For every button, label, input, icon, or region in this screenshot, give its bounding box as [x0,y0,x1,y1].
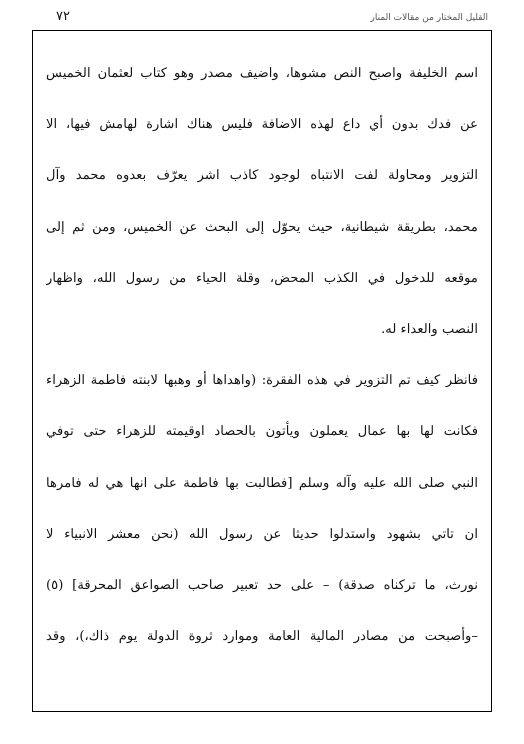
text-line-9: النبي صلى الله عليه وآله وسلم [فطالبت بها فاطمة على انها هي له فامرها [46,475,478,491]
text-line-2: عن فدك بدون أي داع لهذه الاضافة فليس هناك اشارة لهامش فيها، الا [46,117,478,133]
text-line-4: محمد، بطريقة شيطانية، حيث يحوّل إلى البحث عن الخميس، ومن ثم إلى [46,219,478,235]
text-line-11: نورث، ما تركناه صدقة) – على حد تعبير صاحب الصواعق المحرقة] (٥) [46,577,478,593]
text-line-10: ان تاتي بشهود واستدلوا حديثا عن رسول الله (نحن معشر الانبياء لا [46,526,478,542]
running-title: القليل المختار من مقالات المنار [370,13,488,23]
text-line-5: موقعه للدخول في الكذب المحض، وقلة الحياء من رسول الله، واظهار [46,270,478,286]
body-text [46,48,478,662]
text-line-6: النصب والعداء له. [381,321,478,337]
text-line-7: فانظر كيف تم التزوير في هذه الفقرة: (واهداها أو وهبها لابنته فاطمة الزهراء [46,373,478,389]
text-line-8: فكانت لها بها عمال يعملون ويأتون بالحصاد اوقيمته للزهراء حتى توفي [46,424,478,440]
page-number: ٧٢ [56,9,70,24]
text-line-12: –وأصبحت من مصادر المالية العامة وموارد ثروة الدولة يوم ذاك،)، وقد [46,629,478,645]
page-header [32,6,492,31]
text-line-3: التزوير ومحاولة لفت الانتباه لوجود كاذب اشر يعرّف بعدوه محمد وآل [46,168,478,184]
text-line-1: اسم الخليفة واصبح النص مشوها، واضيف مصدر وهو كتاب لعثمان الخميس [46,66,478,81]
